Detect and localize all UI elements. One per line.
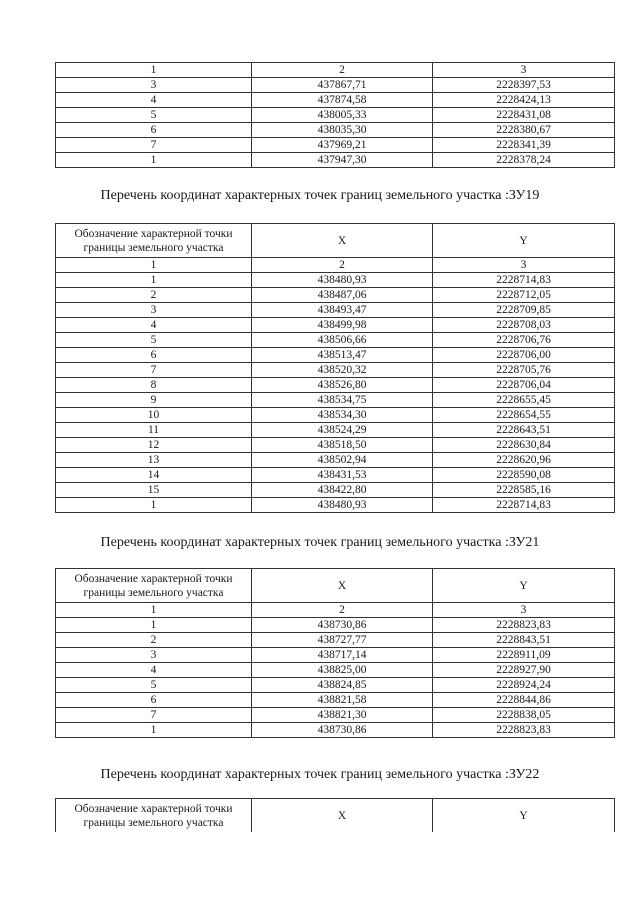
y-cell: 3 bbox=[433, 258, 615, 273]
table-row bbox=[56, 438, 615, 453]
column-header-x: X bbox=[252, 569, 433, 603]
point-cell: 2 bbox=[56, 288, 252, 303]
coords-table-zu22 bbox=[55, 798, 615, 832]
y-cell: 2228714,83 bbox=[433, 498, 615, 513]
y-cell: 2228397,53 bbox=[433, 78, 615, 93]
y-cell: 2228844,86 bbox=[433, 693, 615, 708]
header-row bbox=[56, 569, 615, 603]
y-cell: 2228709,85 bbox=[433, 303, 615, 318]
point-cell: 5 bbox=[56, 333, 252, 348]
y-cell: 2228706,00 bbox=[433, 348, 615, 363]
point-cell: 13 bbox=[56, 453, 252, 468]
table-row bbox=[56, 273, 615, 288]
table-row bbox=[56, 78, 615, 93]
point-cell: 3 bbox=[56, 78, 252, 93]
point-cell: 3 bbox=[56, 303, 252, 318]
column-header-y: Y bbox=[433, 799, 615, 833]
table-row bbox=[56, 393, 615, 408]
header-row bbox=[56, 224, 615, 258]
point-cell: 1 bbox=[56, 498, 252, 513]
table-row bbox=[56, 153, 615, 168]
column-number-row bbox=[56, 603, 615, 618]
point-cell: 1 bbox=[56, 153, 252, 168]
table-row bbox=[56, 663, 615, 678]
x-cell: 438502,94 bbox=[252, 453, 433, 468]
y-cell: 2228590,08 bbox=[433, 468, 615, 483]
x-cell: 438480,93 bbox=[252, 273, 433, 288]
x-cell: 438513,47 bbox=[252, 348, 433, 363]
x-cell: 438526,80 bbox=[252, 378, 433, 393]
point-cell: 14 bbox=[56, 468, 252, 483]
y-cell: 2228620,96 bbox=[433, 453, 615, 468]
x-cell: 438825,00 bbox=[252, 663, 433, 678]
point-cell: 7 bbox=[56, 363, 252, 378]
coords-table-continued bbox=[55, 62, 615, 168]
table-row bbox=[56, 498, 615, 513]
column-header-x: X bbox=[252, 799, 433, 833]
coords-table-zu19 bbox=[55, 223, 615, 513]
table-row bbox=[56, 303, 615, 318]
point-cell: 8 bbox=[56, 378, 252, 393]
x-cell: 438524,29 bbox=[252, 423, 433, 438]
point-cell: 15 bbox=[56, 483, 252, 498]
table-row bbox=[56, 348, 615, 363]
point-cell: 12 bbox=[56, 438, 252, 453]
y-cell: 2228630,84 bbox=[433, 438, 615, 453]
table-row bbox=[56, 333, 615, 348]
table-row bbox=[56, 363, 615, 378]
point-cell: 5 bbox=[56, 108, 252, 123]
caption-zu21: Перечень координат характерных точек границ земельного участка :ЗУ21 bbox=[100, 535, 540, 550]
y-cell: 2228705,76 bbox=[433, 363, 615, 378]
y-cell: 3 bbox=[433, 63, 615, 78]
table-row bbox=[56, 618, 615, 633]
table-row bbox=[56, 483, 615, 498]
point-cell: 2 bbox=[56, 633, 252, 648]
x-cell: 438518,50 bbox=[252, 438, 433, 453]
x-cell: 437867,71 bbox=[252, 78, 433, 93]
column-header-point: Обозначение характерной точки границы земельного участка bbox=[56, 799, 252, 833]
x-cell: 2 bbox=[252, 63, 433, 78]
point-cell: 4 bbox=[56, 318, 252, 333]
table-row bbox=[56, 633, 615, 648]
caption-zu22: Перечень координат характерных точек границ земельного участка :ЗУ22 bbox=[100, 767, 540, 782]
point-cell: 5 bbox=[56, 678, 252, 693]
y-cell: 3 bbox=[433, 603, 615, 618]
y-cell: 2228823,83 bbox=[433, 618, 615, 633]
x-cell: 438035,30 bbox=[252, 123, 433, 138]
table-row bbox=[56, 723, 615, 738]
x-cell: 438487,06 bbox=[252, 288, 433, 303]
x-cell: 438493,47 bbox=[252, 303, 433, 318]
point-cell: 9 bbox=[56, 393, 252, 408]
point-cell: 6 bbox=[56, 693, 252, 708]
point-cell: 1 bbox=[56, 258, 252, 273]
y-cell: 2228654,55 bbox=[433, 408, 615, 423]
x-cell: 438506,66 bbox=[252, 333, 433, 348]
y-cell: 2228424,13 bbox=[433, 93, 615, 108]
x-cell: 437969,21 bbox=[252, 138, 433, 153]
point-cell: 6 bbox=[56, 123, 252, 138]
point-cell: 1 bbox=[56, 603, 252, 618]
y-cell: 2228585,16 bbox=[433, 483, 615, 498]
point-cell: 1 bbox=[56, 273, 252, 288]
x-cell: 438480,93 bbox=[252, 498, 433, 513]
y-cell: 2228706,76 bbox=[433, 333, 615, 348]
y-cell: 2228823,83 bbox=[433, 723, 615, 738]
x-cell: 437874,58 bbox=[252, 93, 433, 108]
x-cell: 438824,85 bbox=[252, 678, 433, 693]
table-row bbox=[56, 288, 615, 303]
table-row bbox=[56, 693, 615, 708]
column-number-row bbox=[56, 63, 615, 78]
x-cell: 438821,30 bbox=[252, 708, 433, 723]
table-row bbox=[56, 423, 615, 438]
x-cell: 437947,30 bbox=[252, 153, 433, 168]
table-row bbox=[56, 123, 615, 138]
caption-zu19: Перечень координат характерных точек границ земельного участка :ЗУ19 bbox=[100, 188, 540, 203]
y-cell: 2228655,45 bbox=[433, 393, 615, 408]
point-cell: 1 bbox=[56, 618, 252, 633]
x-cell: 438727,77 bbox=[252, 633, 433, 648]
header-row bbox=[56, 799, 615, 833]
x-cell: 438431,53 bbox=[252, 468, 433, 483]
table-row bbox=[56, 468, 615, 483]
point-cell: 4 bbox=[56, 663, 252, 678]
x-cell: 438499,98 bbox=[252, 318, 433, 333]
x-cell: 438534,75 bbox=[252, 393, 433, 408]
y-cell: 2228924,24 bbox=[433, 678, 615, 693]
table-row bbox=[56, 453, 615, 468]
y-cell: 2228843,51 bbox=[433, 633, 615, 648]
point-cell: 3 bbox=[56, 648, 252, 663]
column-number-row bbox=[56, 258, 615, 273]
column-header-x: X bbox=[252, 224, 433, 258]
x-cell: 438730,86 bbox=[252, 723, 433, 738]
x-cell: 438520,32 bbox=[252, 363, 433, 378]
y-cell: 2228643,51 bbox=[433, 423, 615, 438]
y-cell: 2228911,09 bbox=[433, 648, 615, 663]
x-cell: 438005,33 bbox=[252, 108, 433, 123]
y-cell: 2228838,05 bbox=[433, 708, 615, 723]
y-cell: 2228927,90 bbox=[433, 663, 615, 678]
table-row bbox=[56, 408, 615, 423]
table-row bbox=[56, 378, 615, 393]
y-cell: 2228378,24 bbox=[433, 153, 615, 168]
x-cell: 438821,58 bbox=[252, 693, 433, 708]
table-row bbox=[56, 648, 615, 663]
point-cell: 1 bbox=[56, 63, 252, 78]
point-cell: 7 bbox=[56, 138, 252, 153]
point-cell: 6 bbox=[56, 348, 252, 363]
x-cell: 438717,14 bbox=[252, 648, 433, 663]
table-row bbox=[56, 318, 615, 333]
y-cell: 2228341,39 bbox=[433, 138, 615, 153]
table-row bbox=[56, 708, 615, 723]
x-cell: 438730,86 bbox=[252, 618, 433, 633]
x-cell: 438534,30 bbox=[252, 408, 433, 423]
x-cell: 438422,80 bbox=[252, 483, 433, 498]
y-cell: 2228431,08 bbox=[433, 108, 615, 123]
y-cell: 2228708,03 bbox=[433, 318, 615, 333]
y-cell: 2228706,04 bbox=[433, 378, 615, 393]
point-cell: 11 bbox=[56, 423, 252, 438]
x-cell: 2 bbox=[252, 258, 433, 273]
table-row bbox=[56, 108, 615, 123]
point-cell: 7 bbox=[56, 708, 252, 723]
column-header-y: Y bbox=[433, 224, 615, 258]
column-header-point: Обозначение характерной точки границы земельного участка bbox=[56, 569, 252, 603]
point-cell: 10 bbox=[56, 408, 252, 423]
table-row bbox=[56, 138, 615, 153]
table-row bbox=[56, 678, 615, 693]
y-cell: 2228714,83 bbox=[433, 273, 615, 288]
x-cell: 2 bbox=[252, 603, 433, 618]
column-header-y: Y bbox=[433, 569, 615, 603]
point-cell: 4 bbox=[56, 93, 252, 108]
column-header-point: Обозначение характерной точки границы земельного участка bbox=[56, 224, 252, 258]
point-cell: 1 bbox=[56, 723, 252, 738]
table-row bbox=[56, 93, 615, 108]
y-cell: 2228380,67 bbox=[433, 123, 615, 138]
y-cell: 2228712,05 bbox=[433, 288, 615, 303]
coords-table-zu21 bbox=[55, 568, 615, 738]
